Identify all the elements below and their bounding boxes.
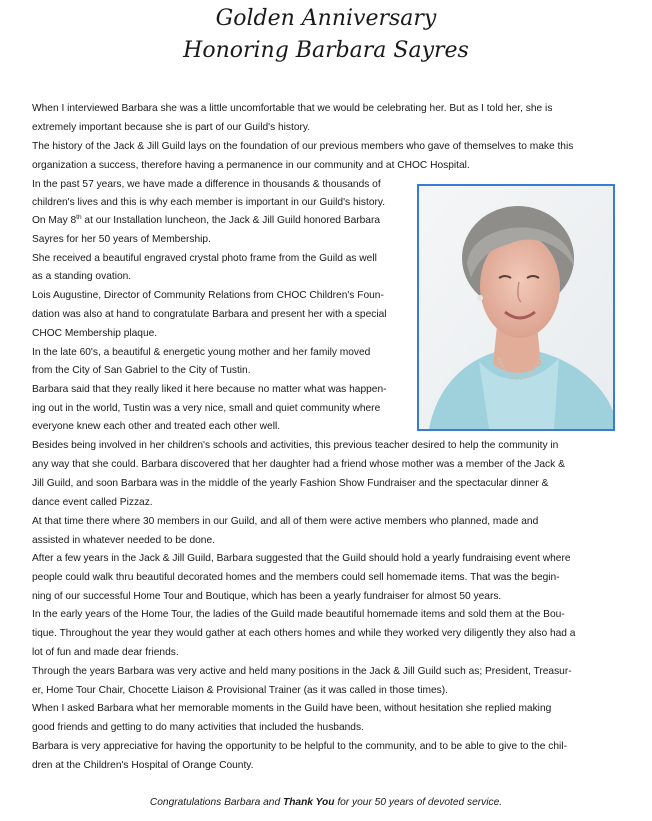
text-line: Lois Augustine, Director of Community Relations from CHOC Children's Foun-	[32, 290, 384, 301]
text-line: er, Home Tour Chair, Chocette Liaison & Provisional Trainer (as it was called in those times).	[32, 685, 448, 696]
closing-bold: Thank You	[282, 797, 335, 808]
text-line: Besides being involved in her children's schools and activities, this previous teacher desired to help the community in	[32, 440, 559, 451]
text-line: everyone knew each other and treated each other well.	[32, 421, 281, 432]
text-line: from the City of San Gabriel to the City of Tustin.	[32, 365, 251, 376]
closing-post: for your 50 years of devoted service.	[334, 797, 503, 808]
text-line: as a standing ovation.	[32, 271, 132, 282]
text-line: extremely important because she is part of our Guild's history.	[32, 122, 311, 133]
text-line: When I asked Barbara what her memorable moments in the Guild have been, without hesitation she replied making	[32, 703, 552, 714]
text-line: The history of the Jack & Jill Guild lays on the foundation of our previous members who gave of themselves to make this	[32, 141, 574, 152]
text-line-may	[32, 214, 380, 227]
text-line: ning of our successful Home Tour and Boutique, which has been a yearly fundraiser for almost 50 years.	[32, 591, 502, 602]
text-line: dren at the Children's Hospital of Orange County.	[32, 760, 254, 771]
text-line: Barbara is very appreciative for having the opportunity to be helpful to the community, and to be able to give to the chil-	[32, 741, 567, 752]
text-line: organization a success, therefore having a permanence in our community and at CHOC Hospital.	[32, 160, 470, 171]
text-line: Barbara said that they really liked it here because no matter what was happen-	[32, 384, 387, 395]
text-line: dance event called Pizzaz.	[32, 497, 153, 508]
document-title: Golden Anniversary	[215, 6, 437, 31]
text-line: ing out in the world, Tustin was a very nice, small and quiet community where	[32, 403, 381, 414]
may-sup: th	[76, 214, 82, 221]
text-line: good friends and getting to do many activities that included the husbands.	[32, 722, 364, 733]
text-line: After a few years in the Jack & Jill Guild, Barbara suggested that the Guild should hold a yearly fundraising event where	[32, 553, 571, 564]
text-line: lot of fun and made dear friends.	[32, 647, 179, 658]
text-line: At that time there where 30 members in our Guild, and all of them were active members who planned, made and	[32, 516, 539, 527]
text-line: In the late 60's, a beautiful & energetic young mother and her family moved	[32, 347, 371, 358]
text-line: When I interviewed Barbara she was a little uncomfortable that we would be celebrating her. But as I told her, she is	[32, 103, 553, 114]
text-line: children's lives and this is why each member is important in our Guild's history.	[32, 197, 386, 208]
text-line: CHOC Membership plaque.	[32, 328, 158, 339]
closing-line	[0, 797, 652, 808]
text-line: people could walk thru beautiful decorated homes and the members could sell homemade items. That was the begin-	[32, 572, 560, 583]
may-pre: On May 8	[32, 215, 77, 226]
closing-pre: Congratulations Barbara and	[149, 797, 283, 808]
text-line: In the past 57 years, we have made a difference in thousands & thousands of	[32, 179, 381, 190]
text-line: Jill Guild, and soon Barbara was in the middle of the yearly Fashion Show Fundraiser and the spectacular dinner &	[32, 478, 549, 489]
text-line: She received a beautiful engraved crystal photo frame from the Guild as well	[32, 253, 377, 264]
text-line: any way that she could. Barbara discovered that her daughter had a friend whose mother was a member of the Jack &	[32, 459, 565, 470]
portrait-photo	[417, 184, 615, 431]
text-line: dation was also at hand to congratulate Barbara and present her with a special	[32, 309, 387, 320]
text-line: Through the years Barbara was very active and held many positions in the Jack & Jill Guild such as; President, Treasur-	[32, 666, 572, 677]
text-line: tique. Throughout the year they would gather at each others homes and while they worked very diligently they also had a	[32, 628, 576, 639]
text-line: In the early years of the Home Tour, the ladies of the Guild made beautiful homemade items and sold them at the Bou-	[32, 609, 565, 620]
portrait-illustration	[419, 186, 613, 429]
text-line: Sayres for her 50 years of Membership.	[32, 234, 211, 245]
text-line: assisted in whatever needed to be done.	[32, 535, 215, 546]
document-subtitle: Honoring Barbara Sayres	[183, 38, 469, 63]
may-post: at our Installation luncheon, the Jack & Jill Guild honored Barbara	[81, 215, 381, 226]
